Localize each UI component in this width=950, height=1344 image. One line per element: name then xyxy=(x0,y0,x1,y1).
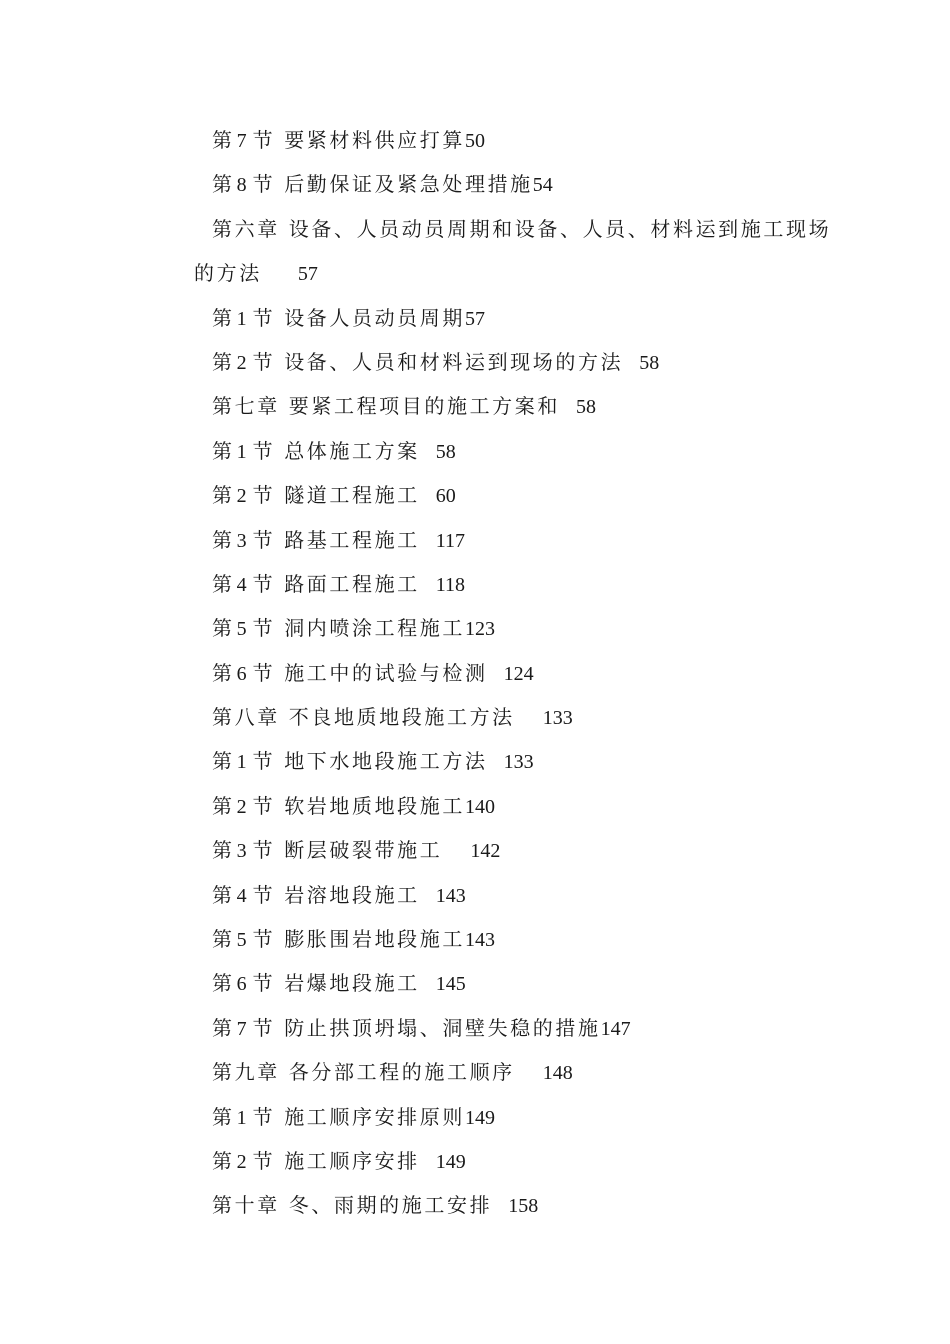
toc-title: 路面工程施工 xyxy=(284,571,420,596)
toc-title: 冬、雨期的施工安排 xyxy=(288,1193,493,1218)
toc-section-number: 7 xyxy=(236,130,247,152)
toc-section-number: 6 xyxy=(236,973,247,996)
toc-entry[interactable] xyxy=(194,473,834,517)
toc-page-number: 118 xyxy=(435,573,466,596)
toc-section-number: 5 xyxy=(236,618,247,641)
toc-title: 岩爆地段施工 xyxy=(284,971,420,996)
toc-chapter-entry[interactable] xyxy=(194,1183,834,1227)
toc-section-kind: 节 xyxy=(252,927,276,952)
toc-prefix: 第 xyxy=(212,793,235,818)
toc-page-number: 57 xyxy=(465,307,485,330)
toc-prefix: 第 xyxy=(212,305,235,330)
toc-title: 洞内喷涂工程施工 xyxy=(284,616,465,641)
toc-section-kind: 节 xyxy=(252,971,276,996)
toc-title: 后勤保证及紧急处理措施 xyxy=(284,172,533,197)
toc-page-number: 123 xyxy=(465,618,495,641)
toc-prefix: 第 xyxy=(212,527,235,552)
toc-entry[interactable] xyxy=(194,961,834,1005)
toc-section-number: 6 xyxy=(236,662,247,685)
toc-section-kind: 节 xyxy=(252,305,276,330)
toc-page-number: 57 xyxy=(297,263,318,286)
toc-chapter-entry[interactable] xyxy=(194,207,834,251)
toc-entry[interactable] xyxy=(194,828,834,872)
toc-section-number: 2 xyxy=(236,351,247,374)
toc-page-number: 124 xyxy=(503,662,534,685)
toc-section-number: 2 xyxy=(236,485,247,508)
toc-section-kind: 节 xyxy=(252,616,276,641)
toc-entry[interactable] xyxy=(194,873,834,917)
toc-section-kind: 节 xyxy=(252,1148,276,1173)
toc-section-kind: 节 xyxy=(252,1015,276,1040)
toc-page-number: 143 xyxy=(435,884,466,907)
toc-page-number: 149 xyxy=(465,1106,495,1129)
toc-prefix: 第 xyxy=(212,1148,235,1173)
toc-page-number: 133 xyxy=(503,751,534,774)
toc-entry[interactable] xyxy=(194,162,834,206)
toc-title: 断层破裂带施工 xyxy=(284,838,443,863)
toc-entry-continuation[interactable] xyxy=(194,251,834,295)
toc-section-number: 2 xyxy=(236,1150,247,1173)
toc-prefix: 第 xyxy=(212,882,235,907)
toc-section-kind: 节 xyxy=(252,527,276,552)
toc-section-number: 1 xyxy=(236,1106,247,1129)
toc-title: 设备、人员和材料运到现场的方法 xyxy=(284,349,624,374)
toc-section-kind: 节 xyxy=(252,838,276,863)
toc-page-number: 145 xyxy=(435,973,466,996)
toc-section-number: 1 xyxy=(236,751,247,774)
toc-section-kind: 节 xyxy=(252,128,276,152)
toc-title: 设备、人员动员周期和设备、人员、材料运到施工现场 xyxy=(288,216,832,241)
toc-section-kind: 节 xyxy=(252,349,276,374)
toc-prefix: 第 xyxy=(212,749,235,774)
toc-entry[interactable] xyxy=(194,296,834,340)
toc-title: 不良地质地段施工方法 xyxy=(288,705,515,730)
toc-page-number: 50 xyxy=(465,130,485,152)
toc-title: 各分部工程的施工顺序 xyxy=(288,1060,515,1085)
toc-entry[interactable] xyxy=(194,739,834,783)
toc-section-kind: 节 xyxy=(252,882,276,907)
toc-title: 施工顺序安排原则 xyxy=(284,1104,465,1129)
toc-page-number: 58 xyxy=(435,440,456,463)
toc-title: 总体施工方案 xyxy=(284,438,420,463)
toc-chapter-entry[interactable] xyxy=(194,695,834,739)
toc-page-number: 158 xyxy=(508,1195,539,1218)
toc-prefix: 第 xyxy=(212,483,235,508)
toc-prefix: 第 xyxy=(212,971,235,996)
toc-section-kind: 节 xyxy=(252,1104,276,1129)
toc-prefix: 第 xyxy=(212,838,235,863)
toc-section-number: 3 xyxy=(236,529,247,552)
toc-page-number: 147 xyxy=(600,1017,631,1040)
toc-title: 膨胀围岩地段施工 xyxy=(284,927,465,952)
toc-page-number: 54 xyxy=(532,174,553,197)
toc-entry[interactable] xyxy=(194,562,834,606)
toc-section-kind: 节 xyxy=(252,749,276,774)
toc-entry[interactable] xyxy=(194,340,834,384)
toc-section-number: 3 xyxy=(236,840,247,863)
toc-entry[interactable] xyxy=(194,1095,834,1139)
toc-prefix: 第 xyxy=(212,349,235,374)
toc-section-number: 1 xyxy=(236,440,247,463)
toc-title: 要紧工程项目的施工方案和 xyxy=(288,394,560,419)
toc-title: 防止拱顶坍塌、洞壁失稳的措施 xyxy=(284,1015,601,1040)
toc-prefix: 第 xyxy=(212,128,235,152)
toc-page-number: 140 xyxy=(465,795,495,818)
toc-prefix: 第 xyxy=(212,927,235,952)
toc-title: 隧道工程施工 xyxy=(284,483,420,508)
toc-entry[interactable] xyxy=(194,784,834,828)
toc-title: 设备人员动员周期 xyxy=(284,305,465,330)
toc-chapter-label: 第十章 xyxy=(212,1193,280,1218)
toc-entry[interactable] xyxy=(194,606,834,650)
toc-prefix: 第 xyxy=(212,616,235,641)
toc-title: 要紧材料供应打算 xyxy=(284,128,465,152)
toc-prefix: 第 xyxy=(212,1015,235,1040)
toc-chapter-entry[interactable] xyxy=(194,1050,834,1094)
toc-page-number: 60 xyxy=(435,485,456,508)
toc-entry[interactable] xyxy=(194,917,834,961)
toc-title: 施工顺序安排 xyxy=(284,1148,420,1173)
toc-section-number: 4 xyxy=(236,884,247,907)
toc-section-number: 5 xyxy=(236,929,247,952)
toc-section-kind: 节 xyxy=(252,438,276,463)
toc-page-number: 133 xyxy=(542,707,573,730)
toc-section-kind: 节 xyxy=(252,660,276,685)
toc-section-kind: 节 xyxy=(252,483,276,508)
toc-prefix: 第 xyxy=(212,571,235,596)
toc-section-kind: 节 xyxy=(252,793,276,818)
toc-title: 路基工程施工 xyxy=(284,527,420,552)
toc-section-number: 7 xyxy=(236,1017,247,1040)
toc-entry[interactable] xyxy=(194,118,834,162)
toc-section-number: 4 xyxy=(236,573,247,596)
toc-section-number: 1 xyxy=(236,307,247,330)
toc-chapter-label: 第六章 xyxy=(212,216,280,241)
toc-page-number: 117 xyxy=(435,529,466,552)
toc-entry[interactable] xyxy=(194,1139,834,1183)
table-of-contents xyxy=(194,118,834,1228)
toc-page-number: 143 xyxy=(465,929,495,952)
toc-section-kind: 节 xyxy=(252,172,276,197)
toc-title: 岩溶地段施工 xyxy=(284,882,420,907)
toc-section-number: 2 xyxy=(236,795,247,818)
toc-title-continuation: 的方法 xyxy=(194,261,262,286)
toc-page-number: 142 xyxy=(470,840,501,863)
toc-page-number: 58 xyxy=(575,396,596,419)
toc-page-number: 58 xyxy=(639,351,660,374)
toc-entry[interactable] xyxy=(194,1006,834,1050)
toc-title: 地下水地段施工方法 xyxy=(284,749,488,774)
toc-title: 施工中的试验与检测 xyxy=(284,660,488,685)
toc-page-number: 148 xyxy=(542,1062,573,1085)
toc-chapter-label: 第八章 xyxy=(212,705,280,730)
toc-entry[interactable] xyxy=(194,518,834,562)
toc-entry[interactable] xyxy=(194,651,834,695)
toc-chapter-entry[interactable] xyxy=(194,384,834,428)
toc-section-kind: 节 xyxy=(252,571,276,596)
toc-chapter-label: 第九章 xyxy=(212,1060,280,1085)
toc-prefix: 第 xyxy=(212,660,235,685)
toc-title: 软岩地质地段施工 xyxy=(284,793,465,818)
toc-prefix: 第 xyxy=(212,438,235,463)
toc-prefix: 第 xyxy=(212,1104,235,1129)
toc-section-number: 8 xyxy=(236,174,247,197)
toc-page-number: 149 xyxy=(435,1150,466,1173)
toc-chapter-label: 第七章 xyxy=(212,394,280,419)
toc-prefix: 第 xyxy=(212,172,235,197)
toc-entry[interactable] xyxy=(194,429,834,473)
